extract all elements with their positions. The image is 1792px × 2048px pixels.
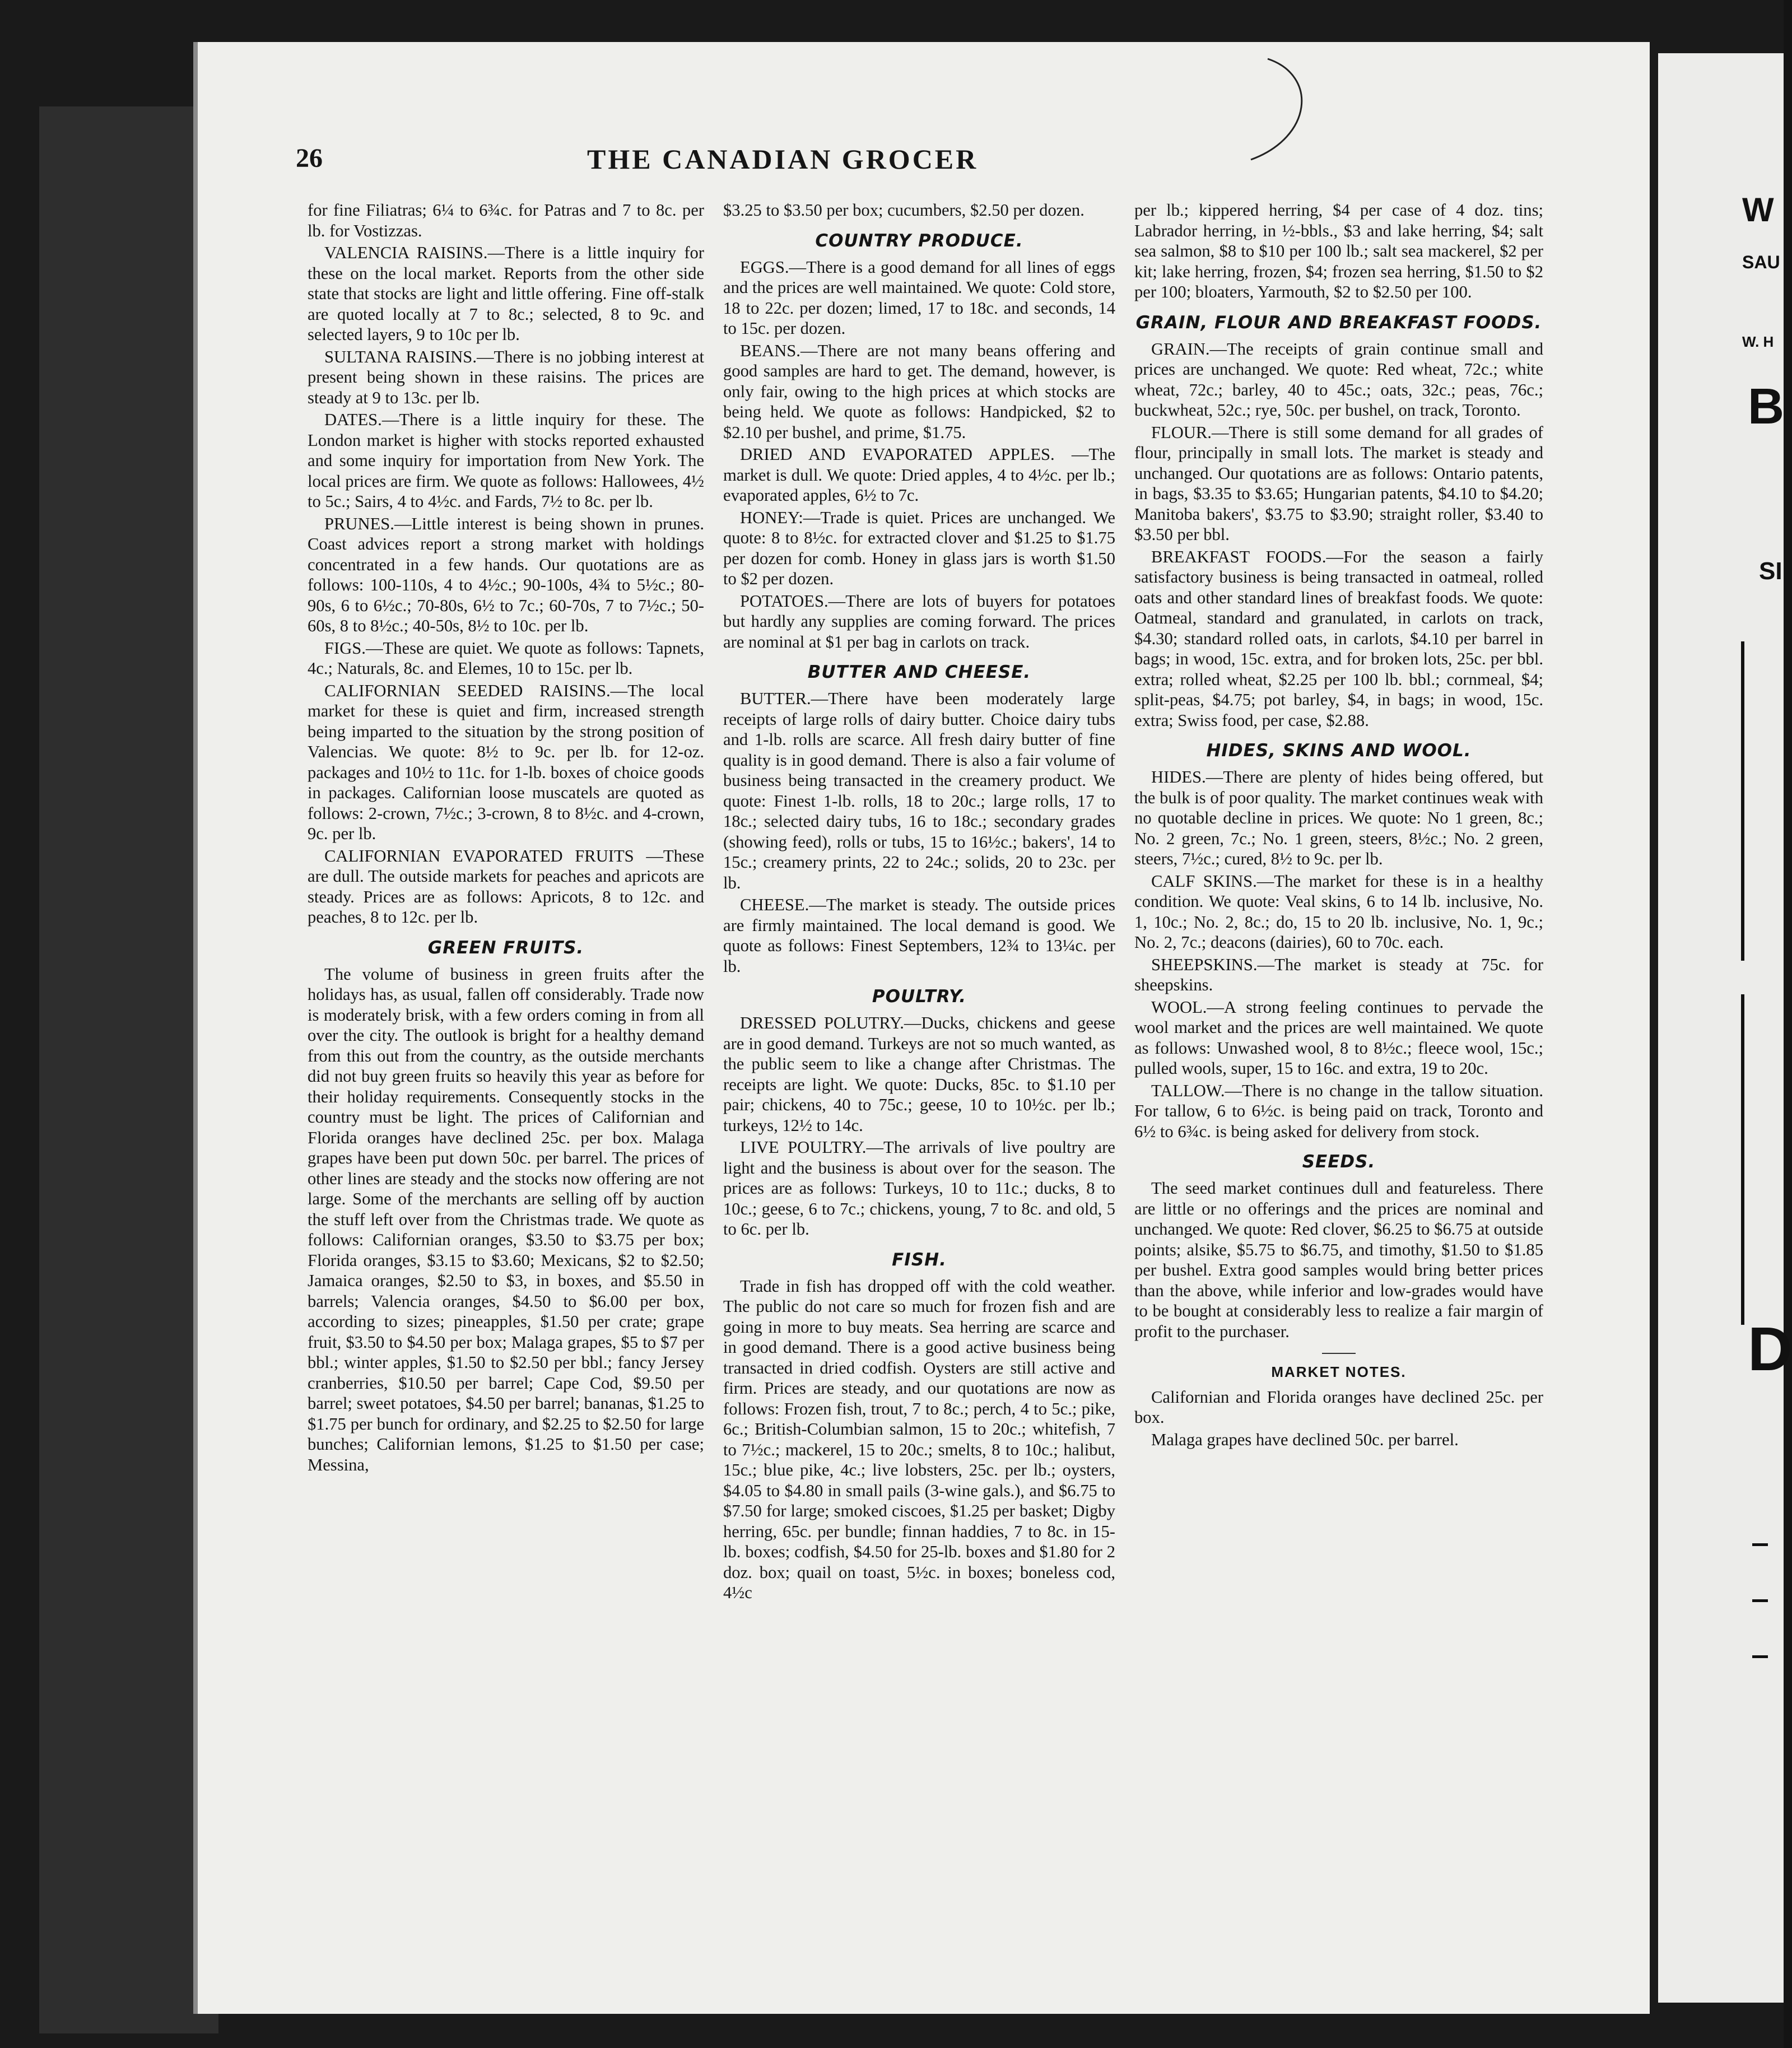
adjacent-page-strip [1658,53,1792,2003]
section-heading: FISH. [892,1249,947,1270]
section-heading: HIDES, SKINS AND WOOL. [1206,741,1472,761]
paragraph: Californian and Florida oranges have declined 25c. per box. [1134,1387,1543,1427]
page-header [296,143,1248,188]
section-heading: COUNTRY PRODUCE. [815,230,1023,251]
section-heading: BUTTER AND CHEESE. [807,662,1031,682]
paragraph: SULTANA RAISINS.—There is no jobbing interest at present being shown in these raisins. The prices are steady at 9 to 13c. per lb. [308,347,704,407]
paragraph: BREAKFAST FOODS.—For the season a fairly satisfactory business is being transacted in oatmeal, rolled oats and other standard lines of breakfast foods. We quote: Oatmeal, standard and granulated, in carlots on track, $4.30; standard rolled oats, in carlots, $4.10 per barrel in bags; in wood, 15c. extra, and for broken lots, 25c. per bbl. extra; rolled wheat, $2.25 per 100 lb. bbl.; cornmeal, $4; split-peas, $4.75; pot barley, $4, in bags; in wood, 15c. extra; Swiss food, per case, $2.88. [1134,547,1543,730]
paragraph: POTATOES.—There are lots of buyers for potatoes but hardly any supplies are coming forward. The prices are nominal at $1 per bag in carlots on track. [723,591,1115,651]
strip-letter: B [1748,379,1784,435]
strip-rule [1752,1543,1768,1546]
paragraph: HIDES.—There are plenty of hides being offered, but the bulk is of poor quality. The market continues weak with no quotable decline in prices. We quote: No 1 green, 8c.; No. 2 green, 7c.; No. 1 green, steers, 8½c.; No. 2 green, steers, 7½c.; cured, 8½ to 9c. per lb. [1134,767,1543,868]
section-heading: MARKET NOTES. [1271,1363,1407,1380]
paragraph: DATES.—There is a little inquiry for these. The London market is higher with stocks reported exhausted and some inquiry for importation from New York. The local prices are firm. We quote as follows: Hallowees, 4½ to 5c.; Sairs, 4 to 4½c. and Fards, 7½ to 8c. per lb. [308,410,704,511]
strip-rule [1752,1655,1768,1658]
paragraph: The seed market continues dull and featureless. There are little or no offerings and the prices are nominal and unchanged. We quote: Red clover, $6.25 to $6.75 at outside points; alsike, $5.75 to $6.75, and timothy, $1.50 to $1.85 per bushel. Extra good samples would bring better prices than the above, while inferior and low-grades would have to be bought at considerably less to realize a fair margin of profit to the purchaser. [1134,1179,1543,1341]
paragraph: SHEEPSKINS.—The market is steady at 75c. for sheepskins. [1134,955,1543,994]
paragraph: Malaga grapes have declined 50c. per barrel. [1151,1430,1459,1449]
pencil-mark [1234,53,1369,165]
paragraph: PRUNES.—Little interest is being shown in prunes. Coast advices report a strong market with holdings concentrated in a few hands. Our quotations are as follows: 100-110s, 4 to 4½c.; 90-100s, 4¾ to 5½c.; 80-90s, 6 to 6½c.; 70-80s, 6½ to 7c.; 60-70s, 7 to 7½c.; 50-60s, 8 to 8½c.; 40-50s, 8½ to 10c. per lb. [308,514,704,635]
paragraph: HONEY:—Trade is quiet. Prices are unchanged. We quote: 8 to 8½c. for extracted clover and $1.25 to $1.75 per dozen for comb. Honey in glass jars is worth $1.50 to $2 per dozen. [723,508,1115,588]
strip-letter: W. H [1742,333,1774,350]
paragraph: CALF SKINS.—The market for these is in a healthy condition. We quote: Veal skins, 6 to 14 lb. inclusive, No. 1, 10c.; No. 2, 8c.; do, 15 to 20 lb. inclusive, No. 1, 9c.; No. 2, 7c.; deacons (dairies), 60 to 70c. each. [1134,871,1543,952]
divider [1322,1353,1356,1354]
paragraph: CALIFORNIAN EVAPORATED FRUITS —These are dull. The outside markets for peaches and apricots are steady. Prices are as follows: Apricots, 8 to 12c. and peaches, 8 to 12c. per lb. [308,846,704,927]
paragraph: FLOUR.—There is still some demand for all grades of flour, principally in small lots. The market is steady and unchanged. Our quotations are as follows: Ontario patents, in bags, $3.35 to $3.65; Hungarian patents, $4.10 to $4.20; Manitoba bakers', $3.75 to $3.90; straight roller, $3.40 to $3.50 per bbl. [1134,422,1543,544]
column-3 [1134,200,1543,1451]
strip-rule [1741,641,1744,961]
paragraph: EGGS.—There is a good demand for all lines of eggs and the prices are well maintained. We quote: Cold store, 18 to 22c. per dozen; limed, 17 to 18c. and seconds, 14 to 15c. per dozen. [723,257,1115,338]
paragraph: VALENCIA RAISINS.—There is a little inquiry for these on the local market. Reports from the other side state that stocks are light and little offering. Fine off-stalk are quoted locally at 7 to 8c.; selected, 8 to 9c. and selected layers, 9 to 10c per lb. [308,243,704,344]
section-heading: GREEN FRUITS. [427,937,584,958]
paragraph: CALIFORNIAN SEEDED RAISINS.—The local market for these is quiet and firm, increased strength being imparted to the situation by the strong position of Valencias. We quote: 8½ to 9c. per lb. for 12-oz. packages and 10½ to 11c. for 1-lb. boxes of choice goods in packages. Californian loose muscatels are quoted as follows: 2-crown, 7½c.; 3-crown, 8 to 8½c. and 4-crown, 9c. per lb. [308,681,704,843]
section-heading: SEEDS. [1302,1152,1376,1172]
paragraph: for fine Filiatras; 6¼ to 6¾c. for Patras and 7 to 8c. per lb. for Vostizzas. [308,201,704,240]
paragraph: LIVE POULTRY.—The arrivals of live poultry are light and the business is about over for the season. The prices are as follows: Turkeys, 10 to 11c.; ducks, 8 to 10c.; geese, 6 to 7c.; chickens, young, 7 to 8c. and old, 5 to 6c. per lb. [723,1138,1115,1239]
page-number: 26 [296,143,323,173]
paragraph: Trade in fish has dropped off with the cold weather. The public do not care so much for frozen fish and are going in more to buy meats. Sea herring are scarce and in good demand. There is a good active business being transacted in dried codfish. Oysters are still active and firm. Prices are steady, and our quotations are now as follows: Frozen fish, trout, 7 to 8c.; perch, 4 to 5c.; pike, 6c.; British-Columbian salmon, 15 to 20c.; whitefish, 7 to 7½c.; mackerel, 15 to 20c.; smelts, 8 to 10c.; halibut, 15c.; blue pike, 4c.; live lobsters, 25c. per lb.; oysters, $4.05 to $4.80 in small pails (3-wine gals.), and $6.75 to $7.50 for large; smoked ciscoes, $1.25 per basket; Digby herring, 65c. per bundle; finnan haddies, 7 to 8c. in 15-lb. boxes; codfish, $4.50 for 25-lb. boxes and $1.80 for 2 doz. box; quail on toast, 5½c. in boxes; boneless cod, 4½c [723,1276,1115,1602]
paragraph: TALLOW.—There is no change in the tallow situation. For tallow, 6 to 6½c. is being paid on track, Toronto and 6½ to 6¾c. is being asked for delivery from stock. [1134,1081,1543,1141]
strip-rule [1752,1599,1768,1602]
column-1 [308,200,704,1477]
strip-letter: D [1748,1315,1792,1384]
paragraph: The volume of business in green fruits after the holidays has, as usual, fallen off considerably. Trade now is moderately brisk, with a few orders coming in from all over the city. The outlook is bright for a healthy demand from this out from the country, as the outside merchants did not buy green fruits so heavily this year as before for their holiday requirements. Consequently stocks in the country must be light. The prices of Californian and Florida oranges have declined 25c. per box. Malaga grapes have been put down 50c. per barrel. The prices of other lines are steady and the stocks now offering are not large. Some of the merchants are selling off by auction the stuff left over from the Christmas trade. We quote as follows: Californian oranges, $3.50 to $3.75 per box; Florida oranges, $3.15 to $3.60; Mexicans, $2 to $2.50; Jamaica oranges, $2.50 to $3, in boxes, and $5.50 in barrels; Valencia oranges, $4.50 to $6.00 per box, according to sizes; pineapples, $1.50 per crate; grape fruit, $3.50 to $4.50 per box; Malaga grapes, $5 to $7 per bbl.; winter apples, $1.50 to $2.50 per bbl.; fancy Jersey cranberries, $10.50 per barrel; Cape Cod, $9.50 per barrel; sweet potatoes, $4.50 per barrel; bananas, $1.25 to $1.75 per bunch for ordinary, and $2.25 to $2.50 for large bunches; Californian lemons, $1.25 to $1.50 per case; Messina, [308,964,704,1474]
strip-letter: SAU [1742,252,1780,272]
strip-letter: SI [1759,557,1782,585]
paragraph: DRIED AND EVAPORATED APPLES. —The market is dull. We quote: Dried apples, 4 to 4½c. per lb.; evaporated apples, 6½ to 7c. [723,445,1115,505]
paragraph: WOOL.—A strong feeling continues to pervade the wool market and the prices are well maintained. We quote as follows: Unwashed wool, 8 to 8½c.; fleece wool, 15c.; pulled wools, super, 15 to 16c. and extra, 19 to 20c. [1134,997,1543,1078]
strip-letter: W [1742,191,1774,229]
paragraph: DRESSED POLUTRY.—Ducks, chickens and geese are in good demand. Turkeys are not so much wanted, as the public seem to like a change after Christmas. The receipts are light. We quote: Ducks, 85c. to $1.10 per pair; chickens, 40 to 75c.; geese, 10 to 10½c. per lb.; turkeys, 12½ to 14c. [723,1013,1115,1135]
paragraph: GRAIN.—The receipts of grain continue small and prices are unchanged. We quote: Red wheat, 72c.; white wheat, 72c.; barley, 40 to 45c.; oats, 32c.; peas, 76c.; buckwheat, 52c.; rye, 50c. per bushel, on track, Toronto. [1134,339,1543,420]
section-heading: POULTRY. [872,986,967,1007]
column-2 [723,200,1115,1605]
paragraph: FIGS.—These are quiet. We quote as follows: Tapnets, 4c.; Naturals, 8c. and Elemes, 10 to 15c. per lb. [308,638,704,678]
paragraph: per lb.; kippered herring, $4 per case of 4 doz. tins; Labrador herring, in ½-bbls., $3 and lake herring, $4; salt sea salmon, $8 to $10 per 100 lb.; salt sea mackerel, $2 per kit; lake herring, frozen, $4; frozen sea herring, $1.50 to $2 per 100; bloaters, Yarmouth, $2 to $2.50 per 100. [1134,201,1543,301]
paragraph: $3.25 to $3.50 per box; cucumbers, $2.50 per dozen. [723,201,1084,220]
strip-rule [1741,994,1744,1325]
section-heading: GRAIN, FLOUR AND BREAKFAST FOODS. [1135,312,1542,333]
newspaper-page [193,42,1650,2014]
paragraph: BEANS.—There are not many beans offering and good samples are hard to get. The demand, however, is only fair, owing to the high prices at which stocks are being held. We quote as follows: Handpicked, $2 to $2.10 per bushel, and prime, $1.75. [723,341,1115,442]
paragraph: CHEESE.—The market is steady. The outside prices are firmly maintained. The local demand is good. We quote as follows: Finest Septembers, 12¾ to 13¼c. per lb. [723,895,1115,976]
paragraph: BUTTER.—There have been moderately large receipts of large rolls of dairy butter. Choice dairy tubs and 1-lb. rolls are scarce. All fresh dairy butter of fine quality is in good demand. There is also a fair volume of business being transacted in the creamery product. We quote: Finest 1-lb. rolls, 18 to 20c.; large rolls, 17 to 18c.; selected dairy tubs, 16 to 18c.; secondary grades (showing feed), rolls or tubs, 15 to 16½c.; bakers', 14 to 15c.; creamery prints, 22 to 24c.; solids, 20 to 23c. per lb. [723,689,1115,892]
binding-shadow [39,106,218,2033]
masthead: THE CANADIAN GROCER [587,143,979,175]
